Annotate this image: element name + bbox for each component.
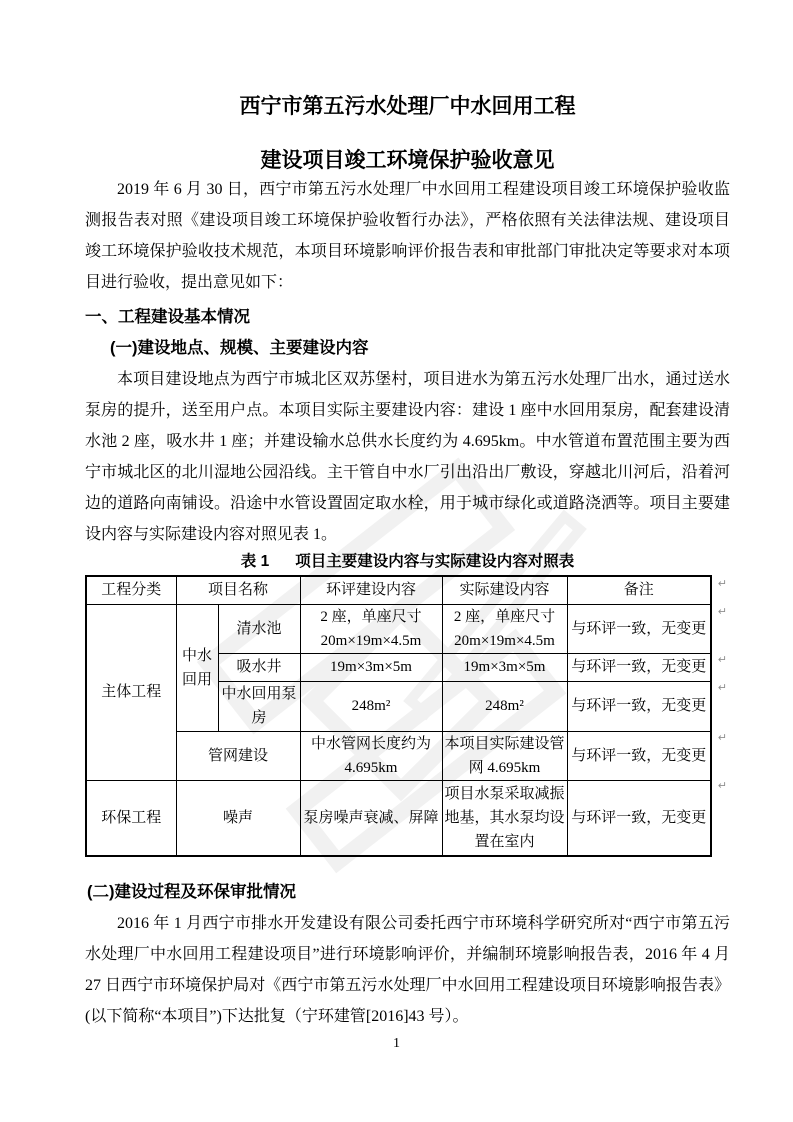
cell-eia-bengfang: 248m² — [300, 681, 442, 731]
header-actual-content: 实际建设内容 — [442, 576, 567, 604]
cell-actual-guanwang: 本项目实际建设管网 4.695km — [442, 731, 567, 780]
cell-eia-zaosheng: 泵房噪声衰减、屏障 — [300, 780, 442, 856]
table-caption-label: 表 1 — [240, 553, 270, 570]
page-title-line2: 建设项目竣工环境保护验收意见 — [260, 148, 555, 172]
cell-eia-guanwang: 中水管网长度约为 4.695km — [300, 731, 442, 780]
paragraph-mark-icon: ↵ — [717, 681, 727, 694]
cell-actual-zaosheng: 项目水泵采取减振地基，其水泵均设置在室内 — [442, 780, 567, 856]
section-1-1-paragraph: 本项目建设地点为西宁市城北区双苏堡村，项目进水为第五污水处理厂出水，通过送水泵房的提升，送至用户点。本项目实际主要建设内容：建设 1 座中水回用泵房，配套建设清水池 2 座，吸水井 1 座；并建设输水总供水长度约为 4.695km。中水管道布置范围主要为西宁市城北区的北川湿地公园沿线。主干管自中水厂引出沿出厂敷设，穿越北川河后，沿着河边的道路向南铺设。沿途中水管设置固定取水栓，用于城市绿化或道路浇洒等。项目主要建设内容与实际建设内容对照见表 1。 — [85, 371, 730, 543]
cell-note-zaosheng: 与环评一致，无变更 — [567, 780, 711, 856]
paragraph-mark-icon: ↵ — [717, 653, 727, 666]
cell-group-env-project: 环保工程 — [86, 780, 176, 856]
section-1-heading: 一、工程建设基本情况 — [85, 308, 250, 326]
intro-paragraph: 2019 年 6 月 30 日，西宁市第五污水处理厂中水回用工程建设项目竣工环境保护验收监测报告表对照《建设项目竣工环境保护验收暂行办法》，严格依照有关法律法规、建设项目竣工环境保护验收技术规范，本项目环境影响评价报告表和审批部门审批决定等要求对本项目进行验收，提出意见如下： — [85, 181, 730, 291]
table-caption-title: 项目主要建设内容与实际建设内容对照表 — [295, 553, 575, 570]
paragraph-mark-icon: ↵ — [717, 731, 727, 744]
section-1-2-heading: (二)建设过程及环保审批情况 — [87, 883, 296, 901]
cell-name-qingshuichi: 清水池 — [218, 604, 300, 653]
cell-actual-bengfang: 248m² — [442, 681, 567, 731]
paragraph-mark-icon: ↵ — [717, 605, 727, 618]
cell-group-water-reuse: 中水回用 — [176, 604, 218, 731]
table-row — [86, 780, 711, 856]
cell-name-bengfang: 中水回用泵房 — [218, 681, 300, 731]
table-caption — [85, 551, 730, 573]
header-remark: 备注 — [567, 576, 711, 604]
cell-actual-qingshuichi: 2 座，单座尺寸 20m×19m×4.5m — [442, 604, 567, 653]
paragraph-mark-icon: ↵ — [717, 577, 727, 590]
header-eia-content: 环评建设内容 — [300, 576, 442, 604]
table-row — [86, 731, 711, 780]
page-number: 1 — [393, 1036, 400, 1051]
cell-group-main-project: 主体工程 — [86, 604, 176, 780]
header-category: 工程分类 — [86, 576, 176, 604]
cell-eia-qingshuichi: 2 座，单座尺寸 20m×19m×4.5m — [300, 604, 442, 653]
comparison-table-wrap — [85, 575, 727, 857]
table-header-row — [86, 576, 711, 604]
cell-note-bengfang: 与环评一致，无变更 — [567, 681, 711, 731]
cell-note-guanwang: 与环评一致，无变更 — [567, 731, 711, 780]
table-row — [86, 604, 711, 653]
header-item-name: 项目名称 — [176, 576, 300, 604]
cell-name-guanwang: 管网建设 — [176, 731, 300, 780]
page-title-line1: 西宁市第五污水处理厂中水回用工程 — [239, 94, 576, 118]
cell-eia-xishuijing: 19m×3m×5m — [300, 653, 442, 681]
cell-actual-xishuijing: 19m×3m×5m — [442, 653, 567, 681]
comparison-table — [85, 575, 712, 857]
paragraph-mark-icon: ↵ — [717, 779, 727, 792]
cell-name-zaosheng: 噪声 — [176, 780, 300, 856]
section-1-2-paragraph: 2016 年 1 月西宁市排水开发建设有限公司委托西宁市环境科学研究所对“西宁市第五污水处理厂中水回用工程建设项目”进行环境影响评价，并编制环境影响报告表，2016 年 4 月 27 日西宁市环境保护局对《西宁市第五污水处理厂中水回用工程建设项目环境影响报告表》(以下简称“本项目”)下达批复（宁环建管[2016]43 号）。 — [85, 915, 730, 1025]
cell-note-xishuijing: 与环评一致，无变更 — [567, 653, 711, 681]
cell-name-xishuijing: 吸水井 — [218, 653, 300, 681]
section-1-1-heading: (一)建设地点、规模、主要建设内容 — [110, 339, 369, 357]
cell-note-qingshuichi: 与环评一致，无变更 — [567, 604, 711, 653]
